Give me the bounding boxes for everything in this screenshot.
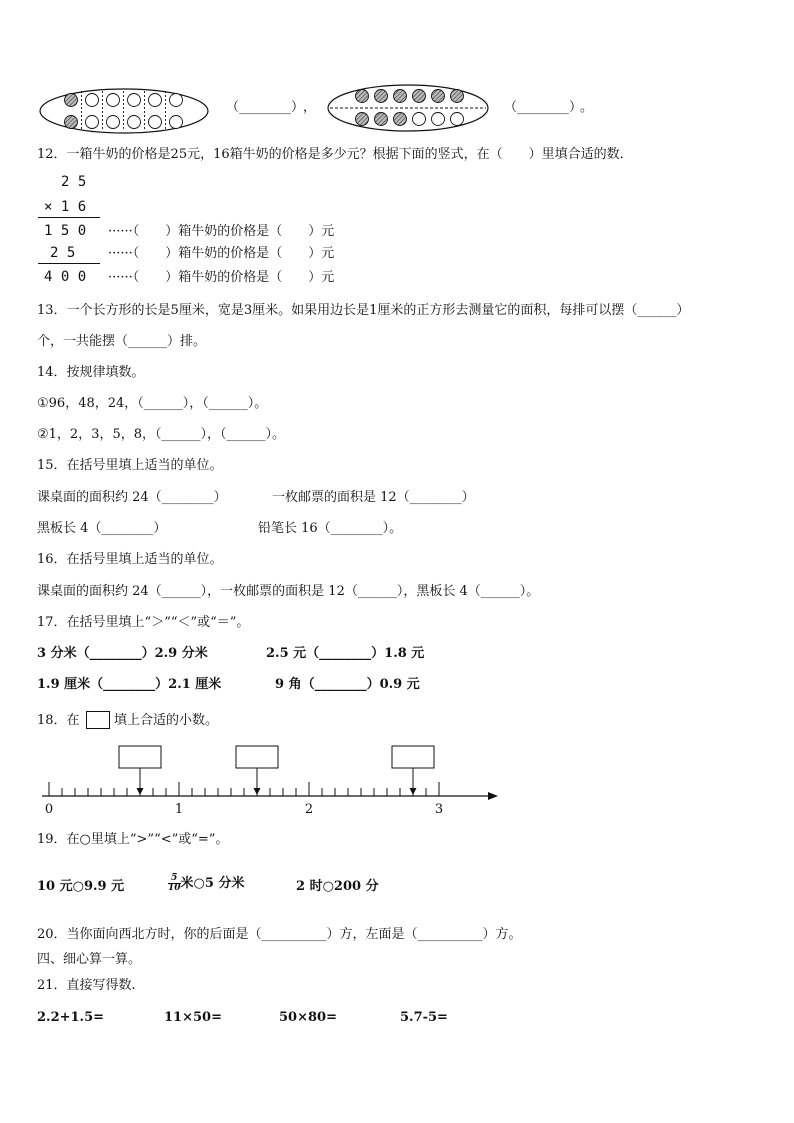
q14-title: 14．按规律填数。: [37, 365, 145, 380]
q11-oval-figure-2: [326, 82, 490, 134]
q19-title: 19．在○里填上“>”“<”或“=”。: [37, 832, 229, 847]
q15-a[interactable]: 课桌面的面积约 24（________）: [37, 490, 227, 505]
q17-d[interactable]: 9 角（________）0.9 元: [275, 677, 420, 692]
empty-circle: [86, 94, 99, 107]
empty-circle: [149, 116, 162, 129]
empty-circle: [149, 94, 162, 107]
empty-circle: [170, 94, 183, 107]
q11-blank-1[interactable]: （________）: [226, 100, 305, 115]
q15-title: 15．在括号里填上适当的单位。: [37, 458, 223, 473]
q21-item-3[interactable]: 50×80=: [279, 1010, 337, 1025]
empty-circle: [86, 116, 99, 129]
answer-box[interactable]: [119, 746, 161, 768]
empty-circle: [107, 94, 120, 107]
q19-b-denominator: 10: [168, 883, 181, 893]
shaded-circle: [394, 113, 407, 126]
empty-circle: [413, 113, 426, 126]
q11-blank-2[interactable]: （________）: [504, 100, 583, 115]
q11-comma: ，: [303, 100, 317, 115]
q19-c[interactable]: 2 时○200 分: [296, 879, 379, 894]
q15-c[interactable]: 黑板长 4（________）: [37, 521, 167, 536]
q14-item-1[interactable]: ①96，48，24，（______），（______）。: [37, 396, 268, 411]
answer-box[interactable]: [236, 746, 278, 768]
q13-line-1[interactable]: 13．一个长方形的长是5厘米，宽是3厘米。如果用边长是1厘米的正方形去测量它的面积，每排可以摆（______）: [37, 303, 690, 318]
q12-row1-num: 1 5 0: [44, 223, 87, 239]
section4-title: 四、细心算一算。: [37, 952, 142, 967]
q18-number-line: [30, 740, 510, 820]
q16-title: 16．在括号里填上适当的单位。: [37, 552, 223, 567]
q12-row3-text[interactable]: ······（ ）箱牛奶的价格是（ ）元: [108, 270, 335, 285]
q15-d[interactable]: 铅笔长 16（________）。: [258, 521, 403, 536]
q21-item-4[interactable]: 5.7-5=: [400, 1010, 448, 1025]
q17-a[interactable]: 3 分米（________）2.9 分米: [37, 646, 208, 661]
q18-sample-box: [86, 711, 110, 729]
q17-title: 17．在括号里填上“＞”“＜”或“＝”。: [37, 615, 250, 630]
q12-row2-text[interactable]: ······（ ）箱牛奶的价格是（ ）元: [108, 246, 335, 261]
shaded-circle: [375, 113, 388, 126]
q12-top-number: 2 5: [61, 174, 87, 190]
axis-label: 3: [434, 802, 444, 817]
number-line-arrowhead: [488, 792, 498, 800]
q17-b[interactable]: 2.5 元（________）1.8 元: [266, 646, 425, 661]
q12-row1-text[interactable]: ······（ ）箱牛奶的价格是（ ）元: [108, 224, 335, 239]
empty-circle: [170, 116, 183, 129]
q21-item-2[interactable]: 11×50=: [164, 1010, 222, 1025]
q16-line[interactable]: 课桌面的面积约 24（______），一枚邮票的面积是 12（______），黑板长 4（______）。: [37, 584, 540, 599]
shaded-circle: [451, 90, 464, 103]
q11-period: 。: [580, 100, 594, 115]
q14-item-2[interactable]: ②1，2，3，5，8，（______），（______）。: [37, 427, 286, 442]
empty-circle: [128, 94, 141, 107]
q19-b-numerator: 5: [168, 874, 181, 884]
shaded-circle: [65, 94, 78, 107]
q13-line-2[interactable]: 个，一共能摆（______）排。: [37, 334, 207, 349]
q19-b[interactable]: [168, 874, 244, 893]
q21-title: 21．直接写得数.: [37, 978, 136, 993]
axis-label: 1: [174, 802, 184, 817]
q11-oval-figure-1: [38, 86, 210, 136]
empty-circle: [451, 113, 464, 126]
axis-label: 2: [304, 802, 314, 817]
empty-circle: [128, 116, 141, 129]
answer-box[interactable]: [392, 746, 434, 768]
shaded-circle: [65, 116, 78, 129]
q19-a[interactable]: 10 元○9.9 元: [37, 879, 125, 894]
shaded-circle: [375, 90, 388, 103]
q12-text: 12．一箱牛奶的价格是25元，16箱牛奶的价格是多少元？根据下面的竖式，在（ ）里填合适的数．: [37, 147, 633, 162]
empty-circle: [107, 116, 120, 129]
empty-circle: [432, 113, 445, 126]
q12-rule-2: [38, 263, 100, 264]
q19-b-fraction: [168, 874, 181, 893]
q20-text[interactable]: 20．当你面向西北方时，你的后面是（__________）方，左面是（__________）方。: [37, 927, 522, 942]
q12-rule-1: [38, 217, 100, 218]
shaded-circle: [356, 113, 369, 126]
q17-c[interactable]: 1.9 厘米（________）2.1 厘米: [37, 677, 222, 692]
shaded-circle: [356, 90, 369, 103]
q12-row3-num: 4 0 0: [44, 269, 87, 285]
q15-b[interactable]: 一枚邮票的面积是 12（________）: [272, 490, 475, 505]
shaded-circle: [413, 90, 426, 103]
q21-item-1[interactable]: 2.2+1.5=: [37, 1010, 105, 1025]
axis-label: 0: [44, 802, 54, 817]
q12-row2-num: 2 5: [50, 245, 76, 261]
pointer-arrowhead: [254, 788, 261, 795]
shaded-circle: [432, 90, 445, 103]
q12-multiplier: × 1 6: [44, 199, 87, 215]
q19-b-rest: 米○5 分米: [180, 876, 245, 891]
pointer-arrowhead: [410, 788, 417, 795]
q18-prefix: 18．在: [37, 713, 80, 728]
shaded-circle: [394, 90, 407, 103]
pointer-arrowhead: [137, 788, 144, 795]
q18-suffix: 填上合适的小数。: [114, 713, 219, 728]
